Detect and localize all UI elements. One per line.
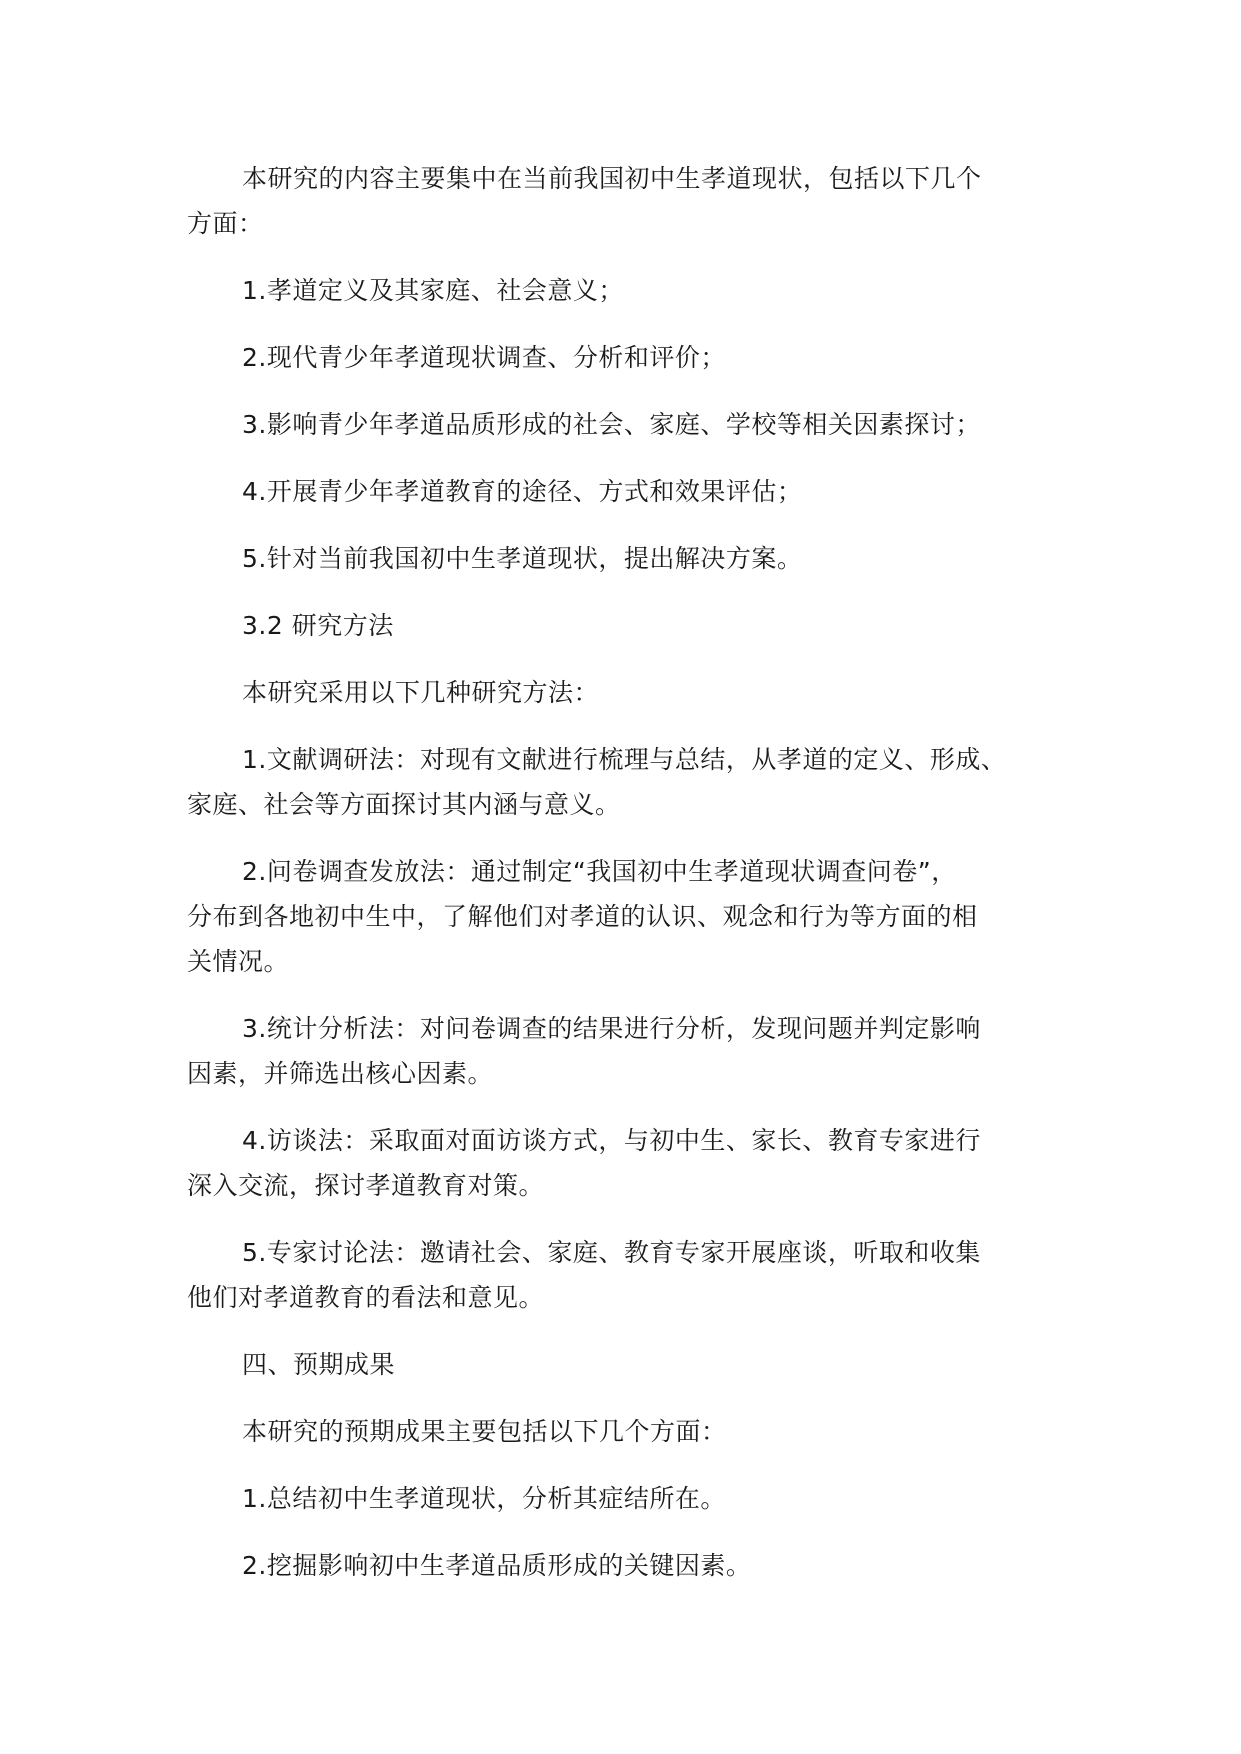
list-item [187, 1543, 1067, 1588]
paragraph-intro [187, 156, 1067, 246]
method-interview [187, 1118, 1067, 1208]
list-item [187, 536, 1067, 581]
text-line: 1.孝道定义及其家庭、社会意义； [242, 276, 624, 305]
text-line: 3.影响青少年孝道品质形成的社会、家庭、学校等相关因素探讨； [242, 410, 981, 439]
text-line: 因素，并筛选出核心因素。 [187, 1059, 494, 1088]
paragraph-outcomes-intro [187, 1409, 1067, 1454]
text-line: 方面： [187, 209, 264, 238]
text-line: 3.统计分析法：对问卷调查的结果进行分析，发现问题并判定影响 [242, 1014, 981, 1043]
list-item [187, 1476, 1067, 1521]
text-line: 4.开展青少年孝道教育的途径、方式和效果评估； [242, 477, 803, 506]
text-line: 2.挖掘影响初中生孝道品质形成的关键因素。 [242, 1551, 752, 1580]
text-line: 2.问卷调查发放法：通过制定“我国初中生孝道现状调查问卷”， [242, 857, 957, 886]
text-line: 他们对孝道教育的看法和意见。 [187, 1283, 545, 1312]
text-line: 1.文献调研法：对现有文献进行梳理与总结，从孝道的定义、形成、 [242, 745, 1007, 774]
section-heading-expected-outcomes [187, 1342, 1067, 1387]
list-item [187, 402, 1067, 447]
text-line: 2.现代青少年孝道现状调查、分析和评价； [242, 343, 726, 372]
text-line: 本研究的预期成果主要包括以下几个方面： [242, 1417, 727, 1446]
text-line: 关情况。 [187, 947, 290, 976]
method-literature-review [187, 737, 1067, 827]
text-line: 家庭、社会等方面探讨其内涵与意义。 [187, 790, 621, 819]
method-expert-discussion [187, 1230, 1067, 1320]
text-line: 1.总结初中生孝道现状，分析其症结所在。 [242, 1484, 726, 1513]
list-item [187, 469, 1067, 514]
method-statistical-analysis [187, 1006, 1067, 1096]
section-heading-research-methods [187, 603, 1067, 648]
text-line: 深入交流，探讨孝道教育对策。 [187, 1171, 545, 1200]
text-line: 4.访谈法：采取面对面访谈方式，与初中生、家长、教育专家进行 [242, 1126, 981, 1155]
text-line: 分布到各地初中生中，了解他们对孝道的认识、观念和行为等方面的相 [187, 902, 978, 931]
document-body [187, 156, 1067, 1610]
paragraph-methods-intro [187, 670, 1067, 715]
list-item [187, 335, 1067, 380]
text-line: 本研究采用以下几种研究方法： [242, 678, 600, 707]
method-questionnaire [187, 849, 1067, 984]
text-line: 四、预期成果 [242, 1350, 396, 1379]
text-line: 5.针对当前我国初中生孝道现状，提出解决方案。 [242, 544, 803, 573]
text-line: 3.2 研究方法 [242, 611, 394, 640]
text-line: 本研究的内容主要集中在当前我国初中生孝道现状，包括以下几个 [242, 164, 982, 193]
text-line: 5.专家讨论法：邀请社会、家庭、教育专家开展座谈，听取和收集 [242, 1238, 981, 1267]
list-item [187, 268, 1067, 313]
